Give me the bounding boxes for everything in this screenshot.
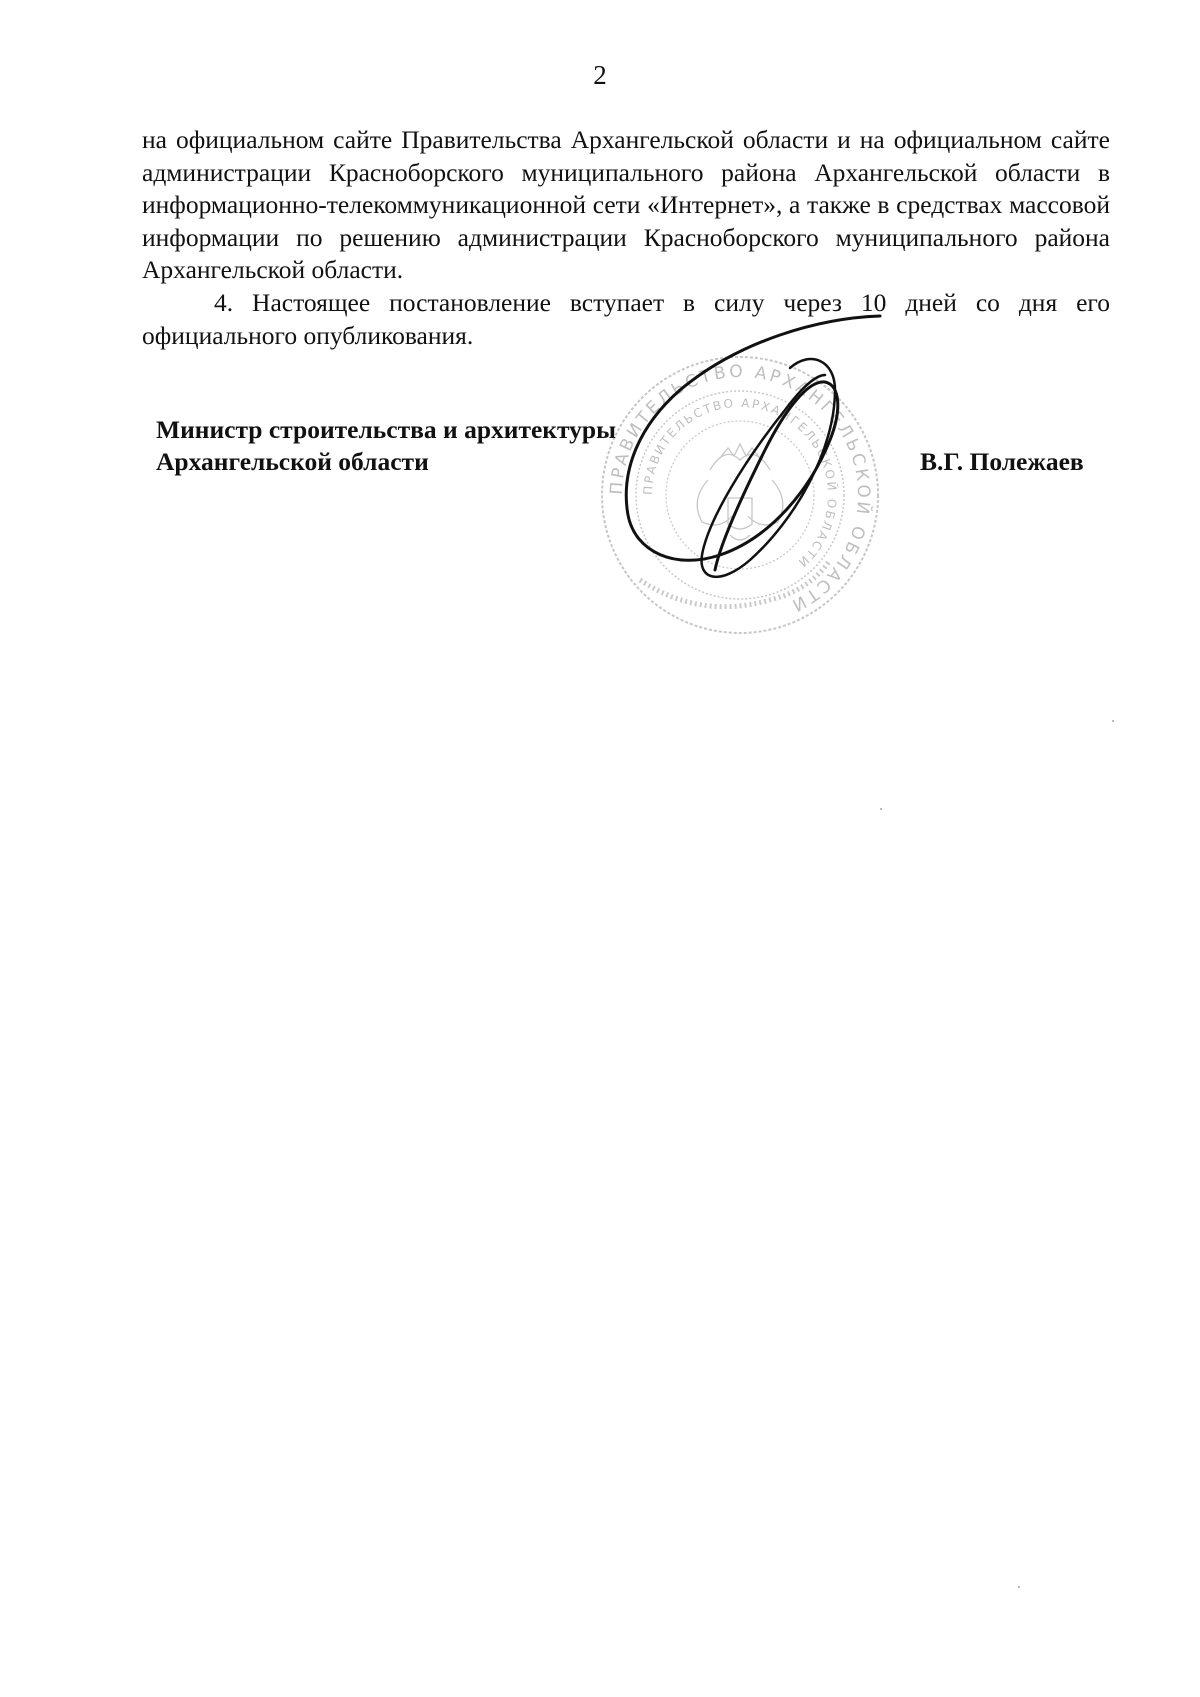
scan-artifact xyxy=(1112,720,1114,722)
signatory-position-line2: Архангельской области xyxy=(156,447,429,476)
scan-artifact xyxy=(1018,1586,1020,1588)
paragraph-continued: на официальном сайте Правительства Архангельской области и на официальном сайте администрации Красноборского муниципального района Архангельской области в информационно-телекоммуникационной сети «Интернет», а также в средствах массовой информации по решению администрации Красноборского муниципального района Архангельской области. xyxy=(142,125,1110,285)
signatory-name: В.Г. Полежаев xyxy=(920,447,1084,476)
signatory-position-line1: Министр строительства и архитектуры xyxy=(156,415,617,444)
scan-artifact xyxy=(880,808,882,810)
document-body xyxy=(142,124,1110,352)
signatory-position xyxy=(156,414,616,478)
seal-text: ПРАВИТЕЛЬСТВО АРХАНГЕЛЬСКОЙ ОБЛАСТИ xyxy=(606,361,874,617)
svg-text:ПРАВИТЕЛЬСТВО АРХАНГЕЛЬСКОЙ ОБ: ПРАВИТЕЛЬСТВО АРХАНГЕЛЬСКОЙ ОБЛАСТИ xyxy=(640,395,840,571)
page-number: 2 xyxy=(593,60,607,90)
official-seal-and-signature xyxy=(580,330,980,630)
paragraph-4: 4. Настоящее постановление вступает в силу через 10 дней со дня его официального опубликования. xyxy=(142,287,1110,350)
